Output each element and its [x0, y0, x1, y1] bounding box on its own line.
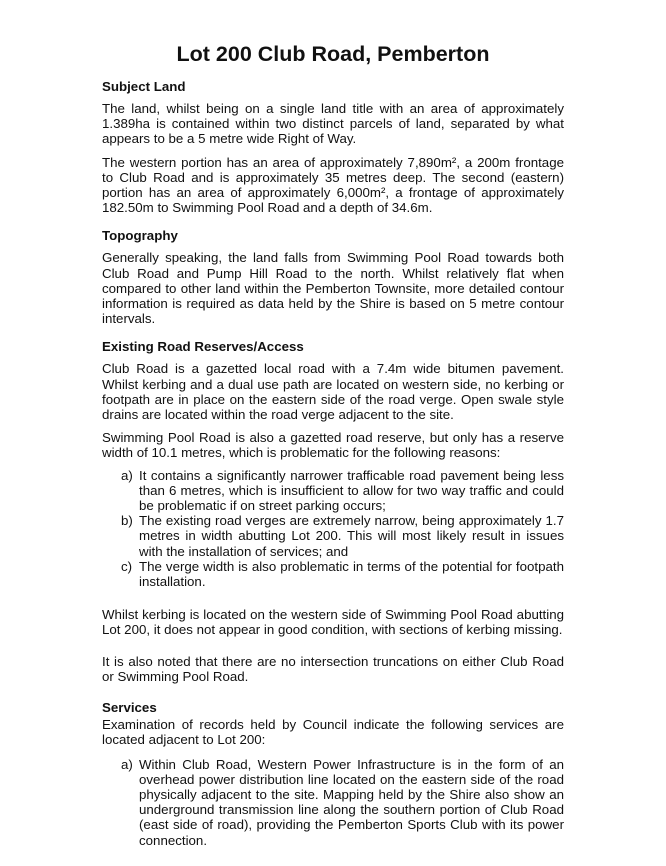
- paragraph: The land, whilst being on a single land title with an area of approximately 1.389ha is contained within two distinct parcels of land, separated by what appears to be a 5 metre wide Right of Way.: [102, 101, 564, 147]
- section-heading: Subject Land: [102, 79, 186, 94]
- services-list: [102, 757, 564, 848]
- section-services: [102, 700, 564, 848]
- list-item-label: b): [121, 513, 133, 529]
- section-heading: Topography: [102, 228, 178, 244]
- list-item-text: Within Club Road, Western Power Infrastructure is in the form of an overhead power distribution line located on the eastern side of the road physically adjacent to the site. Mapping held by the Shire also show an underground transmission line along the southern portion of Club Road (east side of road), providing the Pemberton Sports Club with its power connection.: [139, 756, 564, 848]
- document-title: Lot 200 Club Road, Pemberton: [176, 42, 490, 66]
- paragraph: It is also noted that there are no intersection truncations on either Club Road or Swimming Pool Road.: [102, 653, 564, 684]
- list-item-label: a): [121, 756, 133, 772]
- list-item-text: It contains a significantly narrower trafficable road pavement being less than 6 metres, which is insufficient to allow for two way traffic and could be problematic if on street parking occurs;: [139, 467, 564, 514]
- list-item-text: The verge width is also problematic in terms of the potential for footpath installation.: [139, 558, 564, 590]
- paragraph: The western portion has an area of approximately 7,890m², a 200m frontage to Club Road and is approximately 35 metres deep. The second (eastern) portion has an area of approximately 6,000m², a frontage of approximately 182.50m to Swimming Pool Road and a depth of 34.6m.: [102, 154, 564, 216]
- section-subject-land: [102, 79, 564, 215]
- paragraph: Club Road is a gazetted local road with a 7.4m wide bitumen pavement. Whilst kerbing and a dual use path are located on western side, no kerbing or footpath are in place on the eastern side of the road verge. Open swale style drains are located within the road verge adjacent to the site.: [102, 361, 564, 423]
- section-heading: Services: [102, 700, 157, 716]
- section-heading: Existing Road Reserves/Access: [102, 339, 304, 355]
- reasons-list: [102, 468, 564, 590]
- paragraph: Swimming Pool Road is also a gazetted road reserve, but only has a reserve width of 10.1 metres, which is problematic for the following reasons:: [102, 430, 564, 461]
- list-item: [102, 757, 564, 848]
- document-page: [102, 41, 564, 866]
- paragraph: Examination of records held by Council indicate the following services are located adjacent to Lot 200:: [102, 717, 564, 748]
- paragraph: Whilst kerbing is located on the western side of Swimming Pool Road abutting Lot 200, it does not appear in good condition, with sections of kerbing missing.: [102, 607, 564, 638]
- list-item-label: c): [121, 558, 133, 574]
- list-item-text: The existing road verges are extremely narrow, being approximately 1.7 metres in width abutting Lot 200. This will most likely result in issues with the installation of services; and: [139, 513, 564, 559]
- section-road-reserves: [102, 339, 564, 684]
- list-item: [102, 468, 564, 514]
- list-item-label: a): [121, 467, 133, 483]
- list-item: [102, 513, 564, 559]
- paragraph: Generally speaking, the land falls from Swimming Pool Road towards both Club Road and Pump Hill Road to the north. Whilst relatively flat when compared to other land within the Pemberton Townsite, more detailed contour information is required as data held by the Shire is based on 5 metre contour intervals.: [102, 250, 564, 327]
- section-topography: [102, 228, 564, 326]
- list-item: [102, 559, 564, 589]
